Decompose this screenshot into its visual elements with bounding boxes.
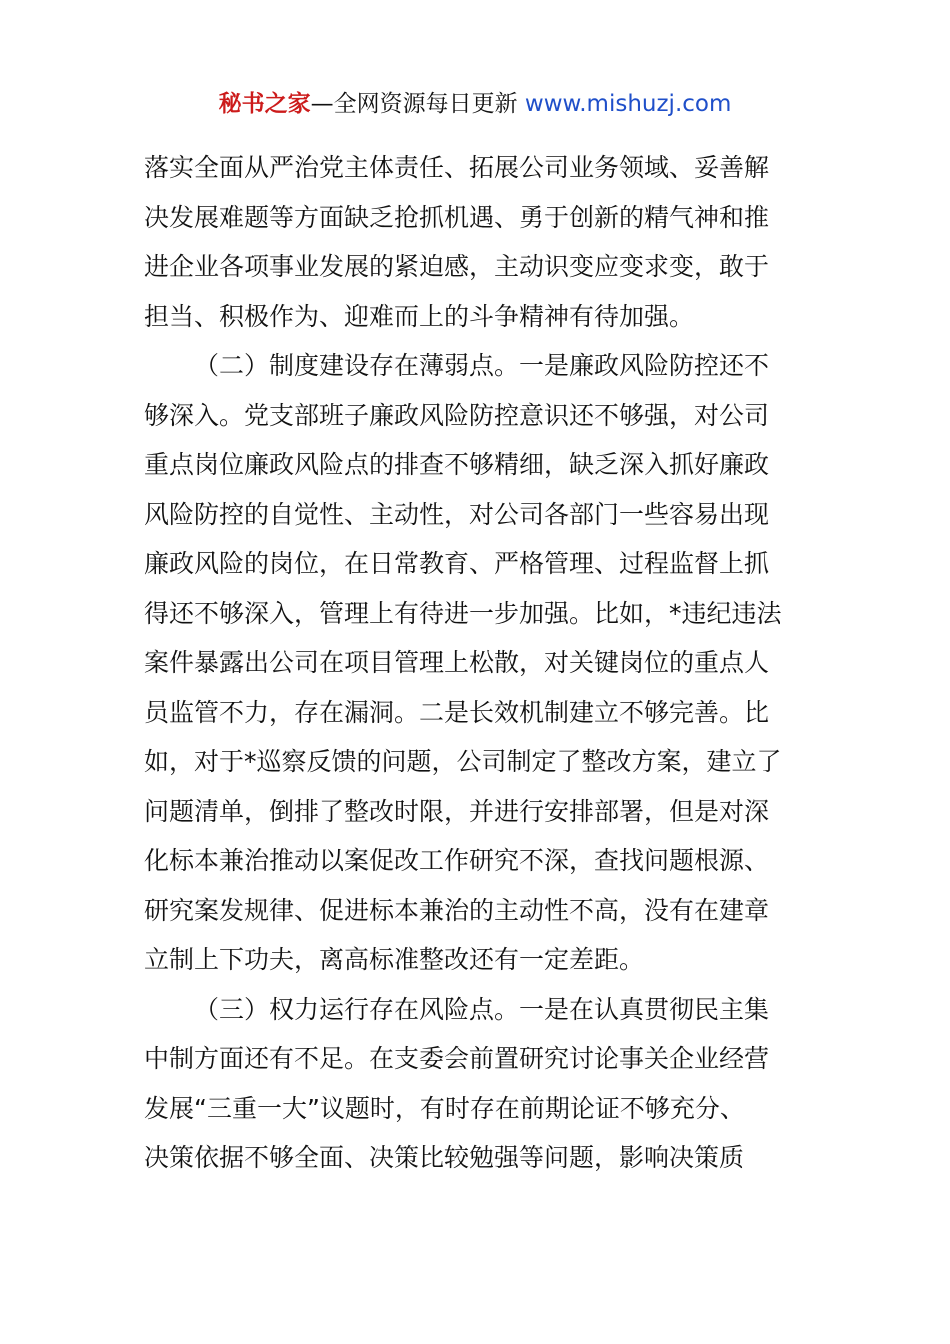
site-url-link[interactable]: www.mishuzj.com [524,91,732,117]
section-heading-line: （三）权力运行存在风险点。一是在认真贯彻民主集 [194,994,770,1024]
brand-name: 秘书之家 [218,91,311,117]
text-line: 够深入。党支部班子廉政风险防控意识还不够强，对公司 [144,400,770,430]
text-line: 案件暴露出公司在项目管理上松散，对关键岗位的重点人 [144,648,770,677]
text-line: 落实全面从严治党主体责任、拓展公司业务领域、妥善解 [144,153,770,182]
text-line: 立制上下功夫，离高标准整改还有一定差距。 [144,945,645,974]
text-line: 得还不够深入，管理上有待进一步加强。比如，*违纪违法 [144,598,782,628]
section-heading-line: （二）制度建设存在薄弱点。一是廉政风险防控还不 [194,351,770,380]
text-line: 担当、积极作为、迎难而上的斗争精神有待加强。 [144,301,695,331]
text-line: 进企业各项事业发展的紧迫感，主动识变应变求变，敢于 [144,252,770,281]
document-body [144,143,810,1183]
text-line: 员监管不力，存在漏洞。二是长效机制建立不够完善。比 [144,697,770,727]
text-line: 发展“三重一大”议题时，有时存在前期论证不够充分、 [144,1093,745,1123]
text-line: 化标本兼治推动以案促改工作研究不深，查找问题根源、 [144,846,770,875]
site-header [0,88,950,120]
text-line: 风险防控的自觉性、主动性，对公司各部门一些容易出现 [144,499,770,529]
header-tagline: —全网资源每日更新 [310,91,525,117]
text-line: 重点岗位廉政风险点的排查不够精细，缺乏深入抓好廉政 [144,450,770,479]
text-line: 决策依据不够全面、决策比较勉强等问题，影响决策质 [144,1143,745,1172]
text-line: 廉政风险的岗位，在日常教育、严格管理、过程监督上抓 [144,549,770,578]
text-line: 问题清单，倒排了整改时限，并进行安排部署，但是对深 [144,796,770,826]
text-line: 决发展难题等方面缺乏抢抓机遇、勇于创新的精气神和推 [144,202,770,232]
text-line: 中制方面还有不足。在支委会前置研究讨论事关企业经营 [144,1044,770,1073]
text-line: 如，对于*巡察反馈的问题，公司制定了整改方案，建立了 [144,747,782,776]
text-line: 研究案发规律、促进标本兼治的主动性不高，没有在建章 [144,895,770,925]
